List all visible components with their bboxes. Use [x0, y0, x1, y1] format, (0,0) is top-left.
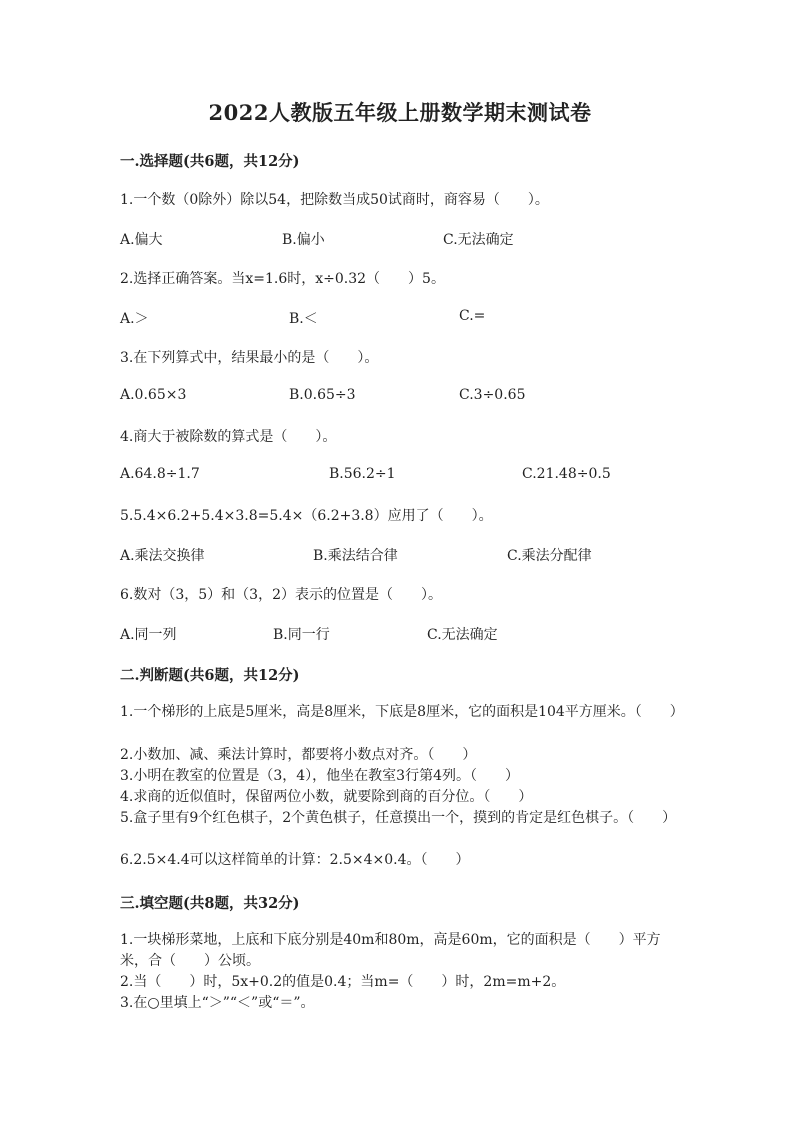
- option-b: B.同一行: [273, 627, 330, 643]
- page-title: 2022人教版五年级上册数学期末测试卷: [208, 100, 592, 125]
- question-text: 2.选择正确答案。当x=1.6时，x÷0.32（ ）5。: [120, 271, 445, 287]
- section-heading-choice: 一.选择题(共6题，共12分): [120, 153, 300, 170]
- question-text: 1.一个数（0除外）除以54，把除数当成50试商时，商容易（ ）。: [120, 192, 549, 208]
- fill-blank-item: 2.当（ ）时，5x+0.2的值是0.4；当m=（ ）时，2m=m+2。: [120, 974, 566, 990]
- option-b: B.56.2÷1: [329, 466, 396, 482]
- judgment-item: 6.2.5×4.4可以这样简单的计算：2.5×4×0.4。（ ）: [120, 852, 470, 868]
- option-a: A.＞: [120, 311, 149, 327]
- option-a: A.同一列: [120, 627, 177, 643]
- judgment-item: 2.小数加、减、乘法计算时，都要将小数点对齐。（ ）: [120, 747, 477, 763]
- section-heading-judgment: 二.判断题(共6题，共12分): [120, 667, 300, 684]
- judgment-item: 3.小明在教室的位置是（3，4），他坐在教室3行第4列。（ ）: [120, 768, 519, 784]
- option-b: B.乘法结合律: [313, 548, 398, 564]
- option-b: B.＜: [289, 311, 318, 327]
- option-c: C.3÷0.65: [459, 387, 526, 403]
- judgment-item: 1.一个梯形的上底是5厘米，高是8厘米，下底是8厘米，它的面积是104平方厘米。（ ）: [120, 704, 684, 720]
- fill-blank-item: 1.一块梯形菜地，上底和下底分别是40m和80m，高是60m，它的面积是（ ）平方米，合（ ）公顷。: [120, 932, 661, 969]
- question-text: 4.商大于被除数的算式是（ ）。: [120, 429, 337, 445]
- option-c: C.=: [459, 308, 486, 324]
- section-heading-fill-blank: 三.填空题(共8题，共32分): [120, 895, 300, 912]
- option-b: B.0.65÷3: [289, 387, 356, 403]
- judgment-item: 5.盒子里有9个红色棋子，2个黄色棋子，任意摸出一个，摸到的肯定是红色棋子。（ ）: [120, 810, 677, 826]
- option-b: B.偏小: [282, 232, 325, 248]
- option-c: C.乘法分配律: [507, 548, 592, 564]
- option-c: C.无法确定: [443, 232, 514, 248]
- question-text: 5.5.4×6.2+5.4×3.8=5.4×（6.2+3.8）应用了（ ）。: [120, 508, 493, 524]
- judgment-item: 4.求商的近似值时，保留两位小数，就要除到商的百分位。（ ）: [120, 789, 533, 805]
- fill-blank-item: 3.在○里填上“＞”“＜”或“＝”。: [120, 995, 315, 1011]
- question-text: 6.数对（3，5）和（3，2）表示的位置是（ ）。: [120, 587, 442, 603]
- option-a: A.0.65×3: [120, 387, 187, 403]
- option-a: A.偏大: [120, 232, 163, 248]
- option-c: C.无法确定: [427, 627, 498, 643]
- question-text: 3.在下列算式中，结果最小的是（ ）。: [120, 350, 379, 366]
- option-a: A.64.8÷1.7: [120, 466, 200, 482]
- option-c: C.21.48÷0.5: [522, 466, 611, 482]
- option-a: A.乘法交换律: [120, 548, 205, 564]
